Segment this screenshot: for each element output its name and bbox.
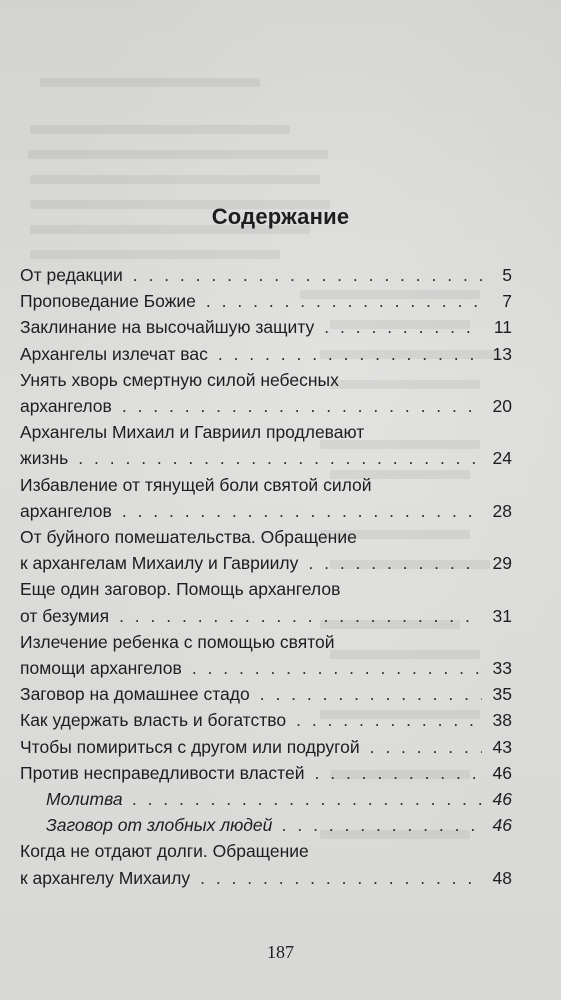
toc-entry-line: Унять хворь смертную силой небесных [20, 369, 339, 390]
dot-leader [133, 262, 482, 288]
toc-page-number: 24 [492, 448, 512, 469]
show-through-line [30, 175, 320, 184]
toc-entry [20, 314, 512, 340]
toc-page-number: 46 [492, 815, 512, 836]
dot-leader [370, 734, 482, 760]
toc-entry-row [46, 812, 512, 838]
toc-entry-row [20, 865, 512, 891]
toc-entry [20, 707, 512, 733]
toc-entry-title: Заклинание на высочайшую защиту [20, 317, 315, 338]
dot-leader [122, 393, 482, 419]
toc-page-number: 38 [492, 710, 512, 731]
toc-entry-title: Чтобы помириться с другом или подругой [20, 736, 360, 757]
toc-entry [20, 524, 512, 576]
dot-leader [260, 681, 482, 707]
toc-entry-row [20, 603, 512, 629]
toc-page-number: 46 [492, 789, 512, 810]
toc-entry-row [20, 341, 512, 367]
toc-entry [20, 288, 512, 314]
toc-page-number: 28 [492, 500, 512, 521]
dot-leader [119, 603, 482, 629]
toc-entry-line: Еще один заговор. Помощь архангелов [20, 579, 341, 600]
toc-entry-line: Излечение ребенка с помощью святой [20, 631, 335, 652]
toc-page-number: 20 [492, 396, 512, 417]
toc-entry-row [20, 655, 512, 681]
toc-entry [20, 472, 512, 524]
toc-page-number: 5 [502, 265, 512, 285]
toc-entry-row [20, 681, 512, 707]
toc-entry-line: Архангелы Михаил и Гавриил продлевают [20, 422, 365, 443]
show-through-line [30, 125, 290, 134]
toc-page-number: 11 [493, 317, 512, 338]
dot-leader [324, 314, 482, 340]
toc-entry-row [20, 314, 512, 340]
toc-entry-row [20, 734, 512, 760]
dot-leader [296, 707, 482, 733]
toc-entry-row [20, 498, 512, 524]
toc-entry [20, 576, 512, 628]
toc-entry-title: Против несправедливости властей [20, 762, 305, 783]
toc-entry-title: Заговор от злобных людей [46, 815, 273, 836]
toc-entry [20, 367, 512, 419]
toc-entry-title: к архангелам Михаилу и Гавриилу [20, 553, 299, 574]
toc-entry-row [20, 445, 512, 471]
toc-entry-line: Когда не отдают долги. Обращение [20, 841, 309, 862]
dot-leader [78, 445, 482, 471]
toc-page-number: 29 [492, 553, 512, 574]
page-title: Содержание [211, 204, 350, 229]
toc-entry-title: Молитва [46, 789, 123, 810]
toc-entry-line: Избавление от тянущей боли святой силой [20, 474, 372, 495]
dot-leader [218, 341, 482, 367]
dot-leader [133, 786, 482, 812]
toc-page-number: 33 [492, 658, 512, 679]
toc-entry-title: помощи архангелов [20, 658, 182, 679]
toc-entry-row [46, 786, 512, 812]
toc-page-number: 43 [492, 736, 512, 757]
toc-entry-row [20, 393, 512, 419]
toc-entry-title: Проповедание Божие [20, 291, 196, 312]
dot-leader [192, 655, 482, 681]
toc-entry [20, 734, 512, 760]
show-through-line [40, 78, 260, 87]
toc-entry-title: жизнь [20, 448, 69, 469]
toc-entry [20, 419, 512, 471]
toc-entry-title: Как удержать власть и богатство [20, 710, 287, 731]
toc-entry-row [20, 760, 512, 786]
toc-entry-row [20, 550, 512, 576]
toc-entry [20, 812, 512, 838]
table-of-contents [20, 262, 512, 891]
toc-entry [20, 681, 512, 707]
toc-entry-line: От буйного помешательства. Обращение [20, 527, 357, 548]
dot-leader [315, 760, 483, 786]
toc-entry [20, 760, 512, 786]
toc-entry-title: от безумия [20, 605, 110, 626]
toc-entry-row [20, 707, 512, 733]
toc-entry [20, 341, 512, 367]
page-number: 187 [267, 942, 294, 962]
dot-leader [308, 550, 482, 576]
toc-entry-title: Заговор на домашнее стадо [20, 684, 250, 705]
toc-page-number: 46 [492, 762, 512, 783]
toc-entry [20, 262, 512, 288]
show-through-line [28, 150, 328, 159]
toc-page-number: 7 [502, 291, 512, 312]
toc-page-number: 13 [492, 343, 512, 364]
toc-page-number: 35 [492, 684, 512, 705]
toc-page-number: 48 [492, 867, 512, 888]
dot-leader [200, 865, 482, 891]
toc-entry-title: архангелов [20, 500, 112, 521]
toc-entry-title: архангелов [20, 396, 112, 417]
dot-leader [206, 288, 482, 314]
toc-entry [20, 838, 512, 890]
show-through-line [30, 250, 280, 259]
toc-entry [20, 629, 512, 681]
toc-page-number: 31 [492, 605, 512, 626]
toc-entry-row [20, 288, 512, 314]
toc-entry-title: Архангелы излечат вас [20, 343, 208, 364]
toc-entry [20, 786, 512, 812]
dot-leader [282, 812, 482, 838]
toc-entry-title: к архангелу Михаилу [20, 867, 191, 888]
dot-leader [122, 498, 482, 524]
toc-entry-row [20, 262, 512, 288]
toc-entry-title: От редакции [20, 265, 123, 285]
